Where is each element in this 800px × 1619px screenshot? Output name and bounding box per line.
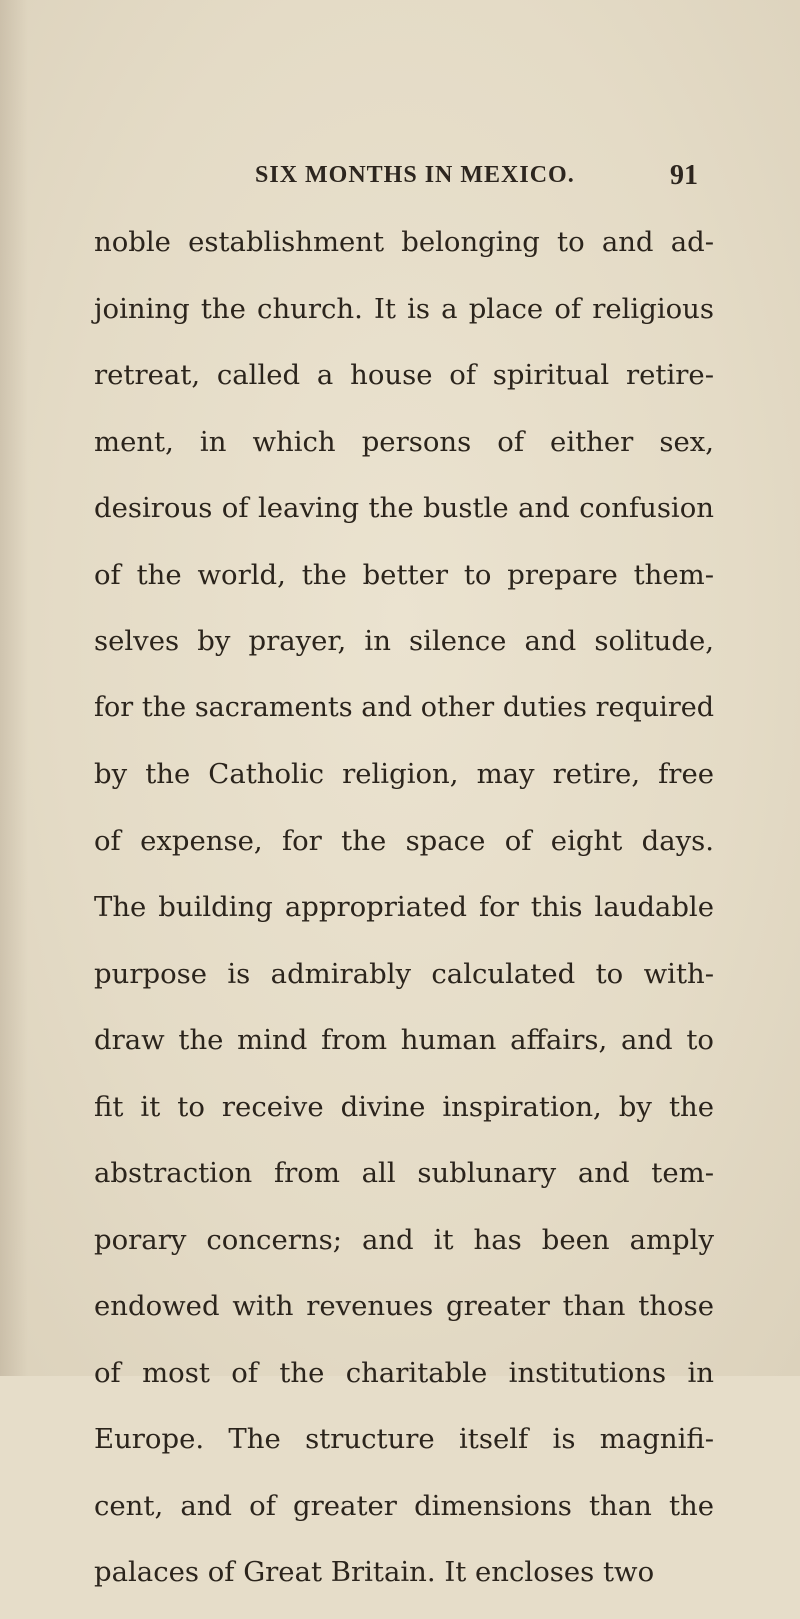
text-line: of the world, the better to prepare them- (94, 558, 714, 591)
text-line: selves by prayer, in silence and solitude, (94, 625, 714, 657)
text-line: abstraction from all sublunary and tem- (94, 1157, 714, 1189)
text-line: draw the mind from human affairs, and to (94, 1024, 714, 1056)
page-number: 91 (670, 160, 698, 191)
text-line: palaces of Great Britain. It encloses two (94, 1556, 655, 1588)
binding-shadow (0, 0, 28, 1376)
text-line: purpose is admirably calculated to with- (94, 957, 714, 990)
text-line: joining the church. It is a place of religious (94, 292, 714, 325)
text-line: endowed with revenues greater than those (94, 1290, 714, 1322)
text-line: retreat, called a house of spiritual retire- (94, 359, 714, 391)
running-head (0, 160, 800, 200)
text-line: of expense, for the space of eight days. (94, 824, 714, 857)
text-line: desirous of leaving the bustle and confusion (94, 492, 714, 524)
text-line: The building appropriated for this laudable (94, 891, 714, 923)
text-line: porary concerns; and it has been amply (94, 1223, 714, 1256)
text-line: by the Catholic religion, may retire, free (94, 758, 714, 790)
text-line: for the sacraments and other duties required (94, 691, 714, 723)
text-line: Europe. The structure itself is magnifi- (94, 1423, 714, 1455)
body-text (94, 222, 714, 1619)
text-line: noble establishment belonging to and ad- (94, 226, 714, 258)
running-title: SIX MONTHS IN MEXICO. (255, 162, 575, 188)
text-line: of most of the charitable institutions in (94, 1356, 714, 1389)
text-line: fit it to receive divine inspiration, by the (94, 1090, 714, 1123)
text-line: ment, in which persons of either sex, (94, 425, 714, 458)
text-line: cent, and of greater dimensions than the (94, 1489, 714, 1522)
